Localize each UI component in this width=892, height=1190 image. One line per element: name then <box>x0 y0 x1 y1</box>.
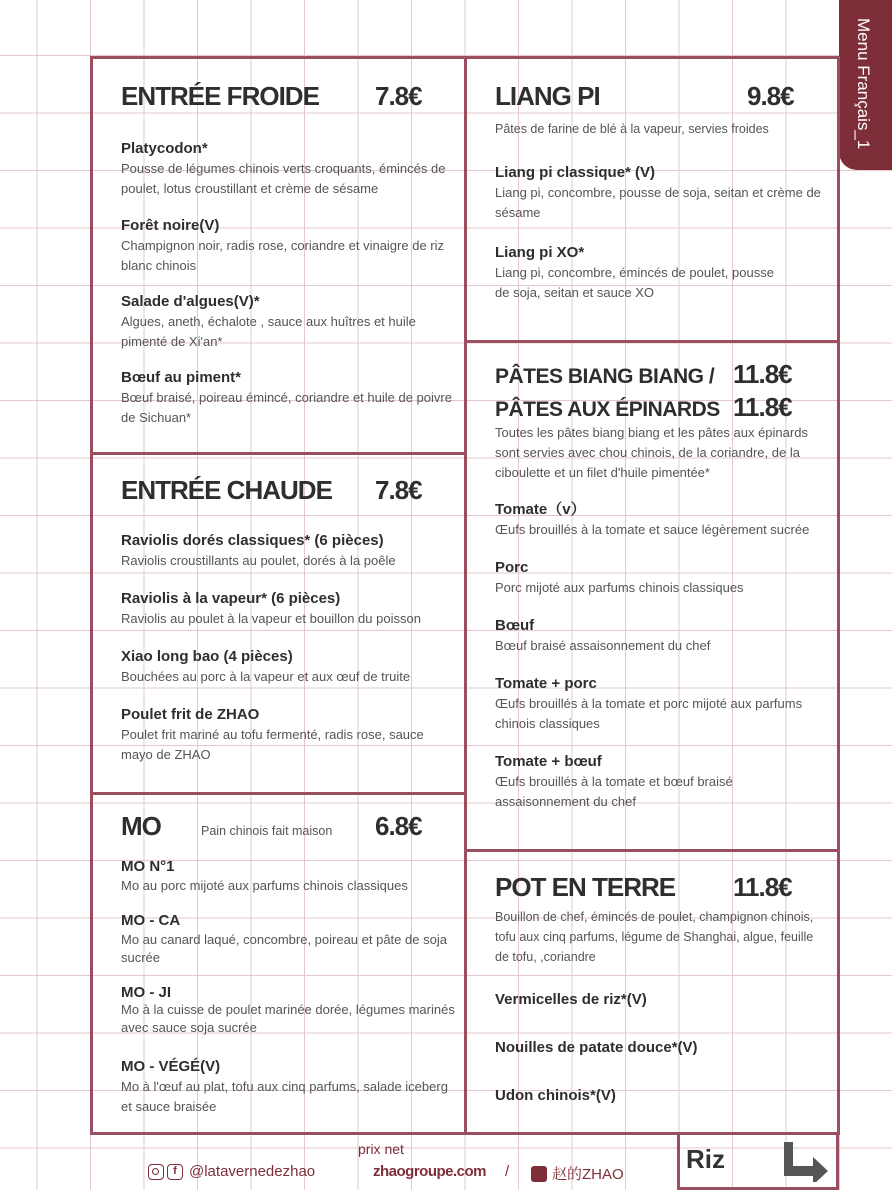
instagram-icon <box>148 1164 164 1180</box>
section-price: 11.8€ <box>733 872 792 902</box>
separator: / <box>505 1163 510 1180</box>
section-entree-chaude <box>90 452 467 795</box>
section-title: ENTRÉE CHAUDE <box>121 475 332 505</box>
item-desc: Œufs brouillés à la tomate et porc mijoté aux parfums chinois classiques <box>495 696 803 731</box>
section-title: LIANG PI <box>495 81 600 111</box>
section-title: POT EN TERRE <box>495 872 676 902</box>
item-name: Tomate + porc <box>495 675 597 692</box>
menu-item <box>495 616 831 656</box>
item-name: MO N°1 <box>121 858 175 875</box>
section-entree-froide <box>90 56 467 455</box>
item-name: Vermicelles de riz*(V) <box>495 991 647 1008</box>
item-desc: Œufs brouillés à la tomate et sauce légèrement sucrée <box>495 522 810 537</box>
item-name: MO - JI <box>121 984 172 1001</box>
item-name: Tomate + bœuf <box>495 753 602 770</box>
item-desc: Porc mijoté aux parfums chinois classiques <box>495 580 744 595</box>
menu-item <box>121 1057 458 1117</box>
section-subtitle: Toutes les pâtes biang biang et les pâtes aux épinards sont servies avec chou chinois, de la coriandre, de la ciboulette et un filet d'huile pimentée* <box>495 425 808 480</box>
social-handle-text: @latavernedezhao <box>189 1163 316 1180</box>
menu-item <box>495 674 831 734</box>
menu-item <box>495 1038 831 1058</box>
menu-item <box>495 500 831 540</box>
menu-page-tab[interactable] <box>839 0 892 170</box>
menu-item <box>495 243 831 303</box>
item-name: Liang pi XO* <box>495 244 585 261</box>
net-price-note: prix net <box>358 1141 404 1157</box>
menu-item <box>121 139 458 199</box>
item-name: Tomate（v） <box>495 501 586 518</box>
facebook-icon: f <box>167 1164 183 1180</box>
item-desc: Mo au canard laqué, concombre, poireau et pâte de soja sucrée <box>121 932 447 965</box>
section-liang-pi <box>464 56 840 343</box>
menu-item <box>495 990 831 1010</box>
menu-item <box>121 857 458 895</box>
item-name: MO - VÉGÉ(V) <box>121 1058 221 1075</box>
item-name: Raviolis dorés classiques* (6 pièces) <box>121 532 384 549</box>
section-price: 7.8€ <box>375 475 422 505</box>
item-name: Xiao long bao (4 pièces) <box>121 648 293 665</box>
item-desc: Raviolis croustillants au poulet, dorés à la poêle <box>121 553 396 568</box>
section-subtitle: Bouillon de chef, émincés de poulet, champignon chinois, tofu aux cinq parfums, légume de Shanghai, algue, feuille de tofu, ,coriandre <box>495 910 814 964</box>
section-price: 11.8€ <box>733 359 792 389</box>
item-name: Platycodon* <box>121 140 208 157</box>
item-desc: Liang pi, concombre, pousse de soja, seitan et crème de sésame <box>495 185 821 220</box>
section-title: MO <box>121 811 161 841</box>
section-title: ENTRÉE FROIDE <box>121 81 319 111</box>
section-price: 11.8€ <box>733 392 792 422</box>
item-name: Forêt noire(V) <box>121 217 220 234</box>
menu-item <box>495 752 831 812</box>
menu-item <box>121 368 458 428</box>
item-desc: Liang pi, concombre, émincés de poulet, pousse de soja, seitan et sauce XO <box>495 265 774 300</box>
item-desc: Bœuf braisé, poireau émincé, coriandre et huile de poivre de Sichuan* <box>121 390 452 425</box>
section-price: 7.8€ <box>375 81 422 111</box>
menu-item <box>121 216 458 276</box>
item-desc: Œufs brouillés à la tomate et bœuf braisé assaisonnement du chef <box>495 774 733 809</box>
section-title: PÂTES BIANG BIANG / <box>495 365 715 388</box>
arrow-turn-right-icon <box>780 1138 832 1182</box>
section-subtitle: Pain chinois fait maison <box>201 824 333 838</box>
menu-item <box>121 985 458 1037</box>
wechat-handle[interactable] <box>531 1163 624 1184</box>
item-name: Salade d'algues(V)* <box>121 293 260 310</box>
tab-label: Menu Français_1 <box>854 18 873 150</box>
item-desc: Raviolis au poulet à la vapeur et bouillon du poisson <box>121 611 421 626</box>
wechat-icon <box>531 1166 547 1182</box>
item-desc: Mo à l'œuf au plat, tofu aux cinq parfums, salade iceberg et sauce braisée <box>121 1079 448 1114</box>
menu-item <box>495 163 831 223</box>
item-name: Bœuf au piment* <box>121 369 241 386</box>
item-desc: Pousse de légumes chinois verts croquants, émincés de poulet, lotus croustillant et crème de sésame <box>121 161 446 196</box>
menu-item <box>495 1086 831 1106</box>
item-name: Poulet frit de ZHAO <box>121 706 260 723</box>
item-name: MO - CA <box>121 912 181 929</box>
item-desc: Mo au porc mijoté aux parfums chinois classiques <box>121 878 408 893</box>
section-price: 6.8€ <box>375 811 422 841</box>
menu-item <box>121 589 458 629</box>
next-page-riz-button[interactable] <box>677 1132 839 1190</box>
wechat-text: 赵的ZHAO <box>552 1166 624 1183</box>
menu-item <box>495 558 831 598</box>
menu-item <box>121 292 458 352</box>
item-name: Liang pi classique* (V) <box>495 164 656 181</box>
menu-item <box>121 647 458 687</box>
section-pot-en-terre <box>464 849 840 1135</box>
menu-item <box>121 531 458 571</box>
menu-item <box>121 705 458 765</box>
item-name: Bœuf <box>495 617 535 634</box>
item-name: Porc <box>495 559 529 576</box>
item-name: Raviolis à la vapeur* (6 pièces) <box>121 590 341 607</box>
website-link[interactable]: zhaogroupe.com <box>373 1163 487 1180</box>
item-desc: Champignon noir, radis rose, coriandre et vinaigre de riz blanc chinois <box>121 238 445 273</box>
section-biang-biang <box>464 340 840 852</box>
item-desc: Bœuf braisé assaisonnement du chef <box>495 638 711 653</box>
section-title: PÂTES AUX ÉPINARDS <box>495 398 720 421</box>
next-page-label: Riz <box>686 1144 725 1174</box>
social-handle[interactable] <box>148 1163 315 1180</box>
item-desc: Algues, aneth, échalote , sauce aux huîtres et huile pimenté de Xi'an* <box>121 314 416 349</box>
section-subtitle: Pâtes de farine de blé à la vapeur, servies froides <box>495 122 769 136</box>
section-price: 9.8€ <box>747 81 794 111</box>
item-desc: Bouchées au porc à la vapeur et aux œuf de truite <box>121 669 411 684</box>
item-name: Udon chinois*(V) <box>495 1087 616 1104</box>
item-name: Nouilles de patate douce*(V) <box>495 1039 698 1056</box>
menu-item <box>121 911 458 967</box>
item-desc: Poulet frit mariné au tofu fermenté, radis rose, sauce mayo de ZHAO <box>121 727 424 762</box>
item-desc: Mo à la cuisse de poulet marinée dorée, légumes marinés avec sauce soja sucrée <box>121 1002 455 1035</box>
section-mo <box>90 792 467 1135</box>
